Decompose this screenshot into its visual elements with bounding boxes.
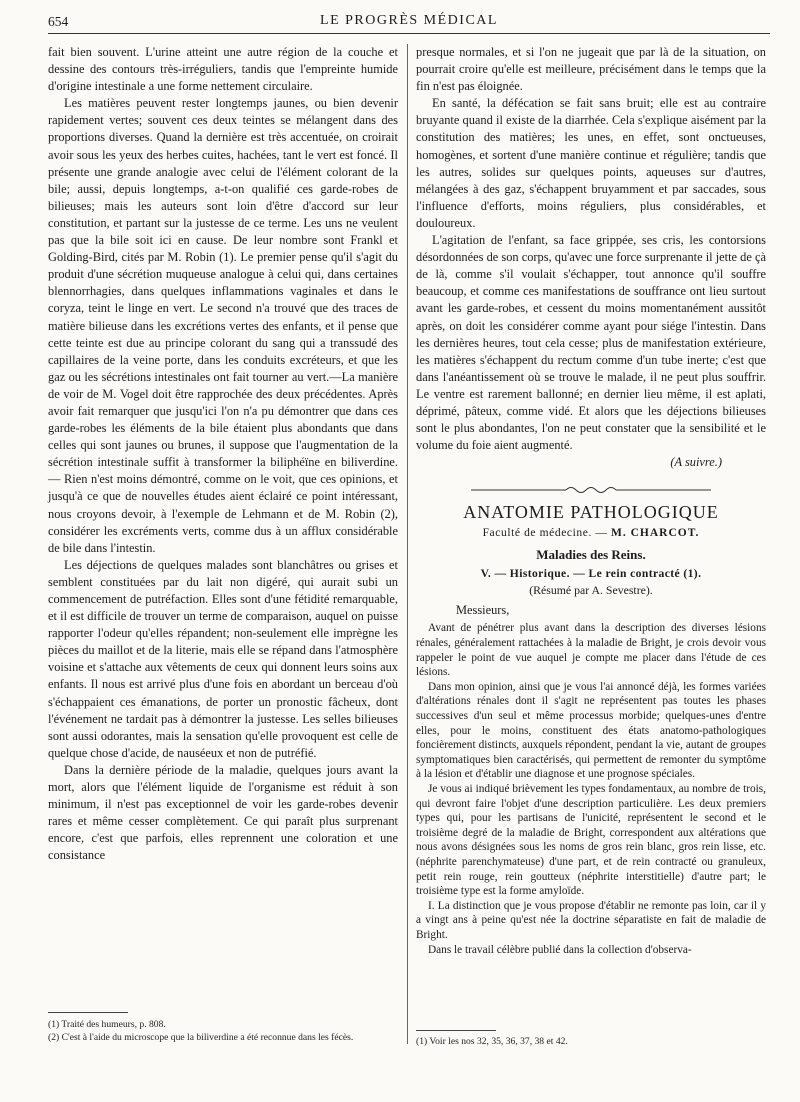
paragraph: En santé, la défécation se fait sans bruit; elle est au contraire bruyante quand il existe de la diarrhée. Cela s'explique aisément par la constitution des matières; les unes, en effet, sont onctueuses, homogènes, et sortent d'une manière continue et régulière; tandis que les autres, solides sur quelques points, aqueuses sur d'autres, mélangées à des gaz, s'échappent bruyamment et par saccades, sous l'influence d'efforts, moins réguliers, plus considérables, et douloureux. <box>416 96 766 230</box>
lecture-body <box>416 621 766 957</box>
paragraph: Les matières peuvent rester longtemps jaunes, ou bien devenir rapidement vertes; souvent ces deux teintes se mélangent dans des proportions diverses. Quand la dernière est très accentuée, on croirait avoir sous les yeux des herbes cuites, hachées, tant le vert est foncé. Il présente une grande analogie avec celui de l'élément colorant de la bile; aussi, depuis longtemps, a-t-on qualifié ces garde-robes de bilieuses; mais les auteurs sont loin d'être d'accord sur leur constitution, et partant sur la justesse de ce terme. Les uns ne veulent pas que la bile soit ici en cause. De leur nombre sont Frankl et Golding-Bird, cités par M. Robin (1). Le premier pense qu'il s'agit du produit d'une sécrétion muqueuse analogue à celui qui, dans certaines blennorrhagies, dans quelques inflammations vaginales et dans le coryza, teint le linge en vert. Le second n'a trouvé que des traces de matière bilieuse dans les excrétions vertes des enfants, et il pense que cette teinte est due au principe colorant du sang qui a transsudé des capillaires de la veine porte, dans les conduits excréteurs, et que les gaz ou les sécrétions intestinales ont fait tourner au vert.—La manière de voir de M. Vogel doit être rapprochée des deux précédentes. Après avoir fait remarquer que jusqu'ici l'on n'a pu démontrer que dans ces garde-robes les éléments de la bile étaient plus abondants que dans celles qui sont jaunes ou brunes, il suppose que l'augmentation de la sécrétion intestinale suffit à transformer la biliphéïne en biliverdine. — Rien n'est moins démontré, comme on le voit, que ces opinions, et jusqu'à ce que de nouvelles études aient éclairé ce point intéressant, nous croyons devoir, à l'exemple de Lehmann et de M. Robin (2), considérer les excréments verts, comme dus à un afflux considérable de bile dans l'intestin. <box>48 96 398 555</box>
column-divider <box>407 44 408 1044</box>
paragraph: Dans mon opinion, ainsi que je vous l'ai annoncé déjà, les formes variées d'altérations rénales dont il s'agit ne représentent pas toutes les phases successives d'un seul et même processus morbide; quelques-unes d'entre elles, pour le moins, constituent des états anatomo-pathologiques foncièrement distincts, auxquels répondent, pendant la vie, autant de groupes symptomatiques bien caractérisés, qui permettent de remonter du symptôme à la lésion et d'établir une diagnose et une prognose spéciales. <box>416 680 766 781</box>
wavy-rule-icon <box>471 485 711 495</box>
paragraph: presque normales, et si l'on ne jugeait que par là de la situation, on pourrait croire qu'elle est meilleure, précisément dans le temps que la fin n'est pas éloignée. <box>416 45 766 94</box>
professor-name: M. CHARCOT. <box>611 527 700 540</box>
footnote-rule <box>48 1012 128 1013</box>
salutation: Messieurs, <box>456 603 510 618</box>
paragraph: L'agitation de l'enfant, sa face grippée, ses cris, les contorsions désordonnées de son corps, qu'avec une force surprenante il jette de çà de là, comme s'il voulait s'échapper, tout annonce qu'il souffre beaucoup, et comme ces manifestations de souffrance ont lieu surtout avant les garde-robes, et cessent du moins momentanément aussitôt après, on doit les considérer comme ayant pour siége l'intestin. Dans les dernières heures, tout cela cesse; plus de manifestation extérieure, les matières s'échappent du rectum comme d'un tube inerte; c'est que dans l'anéantissement où se trouve le malade, il ne peut plus souffrir. Le ventre est rarement ballonné; en dernier lieu même, il est aplati, déprimé, pâteux, comme vidé. Et alors que les déjections bilieuses sont le plus abondantes, l'on ne peut constater que la sensibilité et le volume du foie aient augmenté. <box>416 233 766 453</box>
right-column <box>416 44 766 957</box>
paragraph: Les déjections de quelques malades sont blanchâtres ou grises et semblent constituées par du lait non digéré, qui aurait subi un commencement de putréfaction. Elles sont d'une fétidité remarquable, et il est difficile de trouver un terme de comparaison, auquel on puisse rapporter l'odeur qu'elles répandent; non-seulement elle imprègne les pièces du maillot et de la literie, mais elle se répand dans l'atmosphère voisine et s'attache aux vêtements de ceux qui donnent leurs soins aux enfants. Il nous est arrivé plus d'une fois en abordant un berceau d'où s'échappaient ces émanations, de porter un pronostic fâcheux, dont l'événement ne tardait pas à démontrer la justesse. Les selles bilieuses sont aussi odorantes, mais la sensation qu'elle provoquent est celle de quelque chose d'acide, de nauséeux et non de putréfié. <box>48 557 398 760</box>
footnotes-right <box>416 1036 766 1049</box>
ornament-divider <box>416 483 766 493</box>
section-title: ANATOMIE PATHOLOGIQUE <box>463 502 719 523</box>
footnotes-left <box>48 1019 398 1044</box>
footnote-rule <box>416 1030 496 1031</box>
lecture-lesson <box>416 566 766 582</box>
lecture-heading: Maladies des Reins. <box>536 547 646 563</box>
paragraph: Dans la dernière période de la maladie, quelques jours avant la mort, alors que l'élément liquide de l'organisme est réduit à son minimum, il n'est pas exceptionnel de voir les garde-robes devenir rares et même cesser complètement. Ce qui paraît plus surprenant encore, c'est que parfois, elles reprennent une coloration et une consistance <box>48 762 398 863</box>
section-subtitle <box>416 525 766 541</box>
footnote: (1) Voir les nos 32, 35, 36, 37, 38 et 42. <box>416 1036 568 1047</box>
footnote: (1) Traité des humeurs, p. 808. <box>48 1019 166 1030</box>
page-header <box>48 10 770 34</box>
footnote: (2) C'est à l'aide du microscope que la biliverdine a été reconnue dans les fécès. <box>48 1031 354 1043</box>
lesson-title: V. — Historique. — Le rein contracté (1). <box>480 567 702 581</box>
paragraph: Je vous ai indiqué brièvement les types fondamentaux, au nombre de trois, qui devront faire l'objet d'une description particulière. Les deux premiers types qui, pour les partisans de l'unicité, représentent le second et le troisième degré de la maladie de Bright, correspondent aux altérations que nous avons désignées sous les noms de gros rein blanc, gros rein lisse, etc. (néphrite parenchymateuse) d'une part, et de rein contracté ou granuleux, petit rein rouge, rein goutteux (néphrite interstitielle) d'autre part; le troisième type est la forme amyloïde. <box>416 782 766 898</box>
left-column <box>48 44 398 865</box>
paragraph: fait bien souvent. L'urine atteint une autre région de la couche et dessine des contours très-irréguliers, tandis que l'empreinte humide d'origine intestinale a une forme nettement circulaire. <box>48 45 398 94</box>
resume-credit: (Résumé par A. Sevestre). <box>529 583 653 598</box>
page-number: 654 <box>48 14 69 29</box>
paragraph: Avant de pénétrer plus avant dans la description des diverses lésions rénales, généralement rattachées à la maladie de Bright, je crois devoir vous rappeler le point de vue auquel je compte me placer dans l'étude de ces lésions. <box>416 622 766 679</box>
header-rule <box>48 33 770 34</box>
faculty-label: Faculté de médecine. — <box>482 527 608 540</box>
paragraph: Dans le travail célèbre publié dans la collection d'observa- <box>428 943 692 956</box>
to-be-continued: (A suivre.) <box>670 455 722 470</box>
paragraph: I. La distinction que je vous propose d'établir ne remonte pas loin, car il y a vingt ans à peine qu'est née la doctrine séparatiste en fait de maladie de Bright. <box>416 899 766 941</box>
journal-title: LE PROGRÈS MÉDICAL <box>320 13 498 28</box>
